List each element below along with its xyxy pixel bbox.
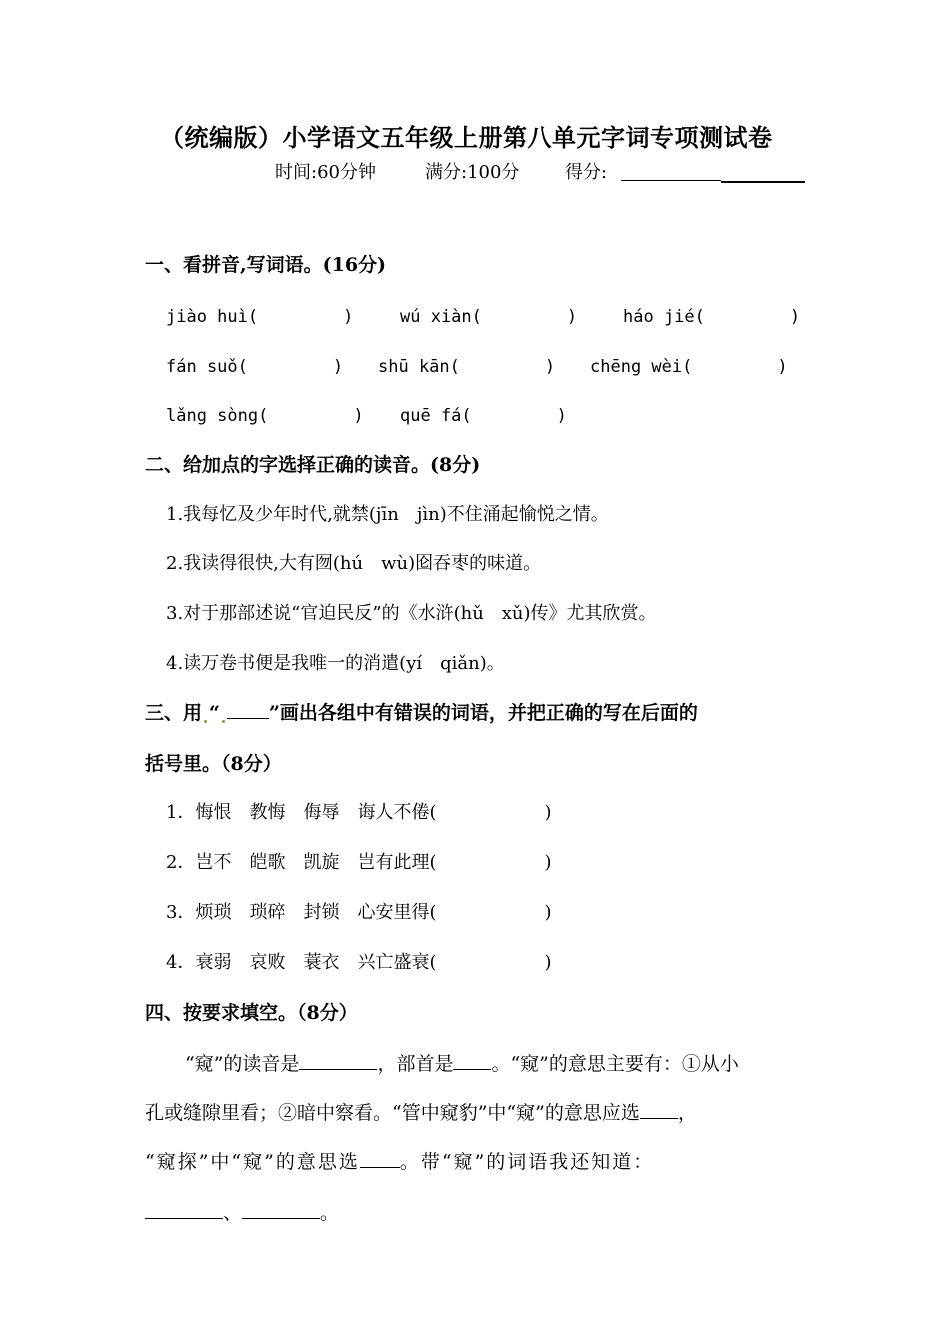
text-span: ， bbox=[677, 1102, 697, 1124]
underline-sample bbox=[227, 717, 269, 719]
score-blank-underline bbox=[721, 181, 805, 183]
pinyin-item: fán suǒ( ) bbox=[166, 357, 344, 377]
score-label: 得分: bbox=[565, 162, 608, 183]
text-span: 。 bbox=[320, 1202, 340, 1224]
answer-blank[interactable] bbox=[453, 1068, 491, 1070]
answer-blank[interactable] bbox=[640, 1117, 678, 1119]
question-item: 3.对于那部述说“官迫民反”的《水浒(hǔ xǔ)传》尤其欣赏。 bbox=[166, 603, 657, 624]
section-1-heading: 一、看拼音,写词语。(16分) bbox=[145, 254, 387, 276]
full-score-label: 满分:100分 bbox=[425, 162, 520, 183]
answer-blank[interactable] bbox=[242, 1217, 320, 1219]
text-span: 。带“窥”的词语我还知道： bbox=[399, 1151, 655, 1173]
section-3-heading-cont: 括号里。（8分） bbox=[145, 753, 282, 775]
text-span: 。“窥”的意思主要有：①从小 bbox=[491, 1053, 739, 1075]
answer-blank[interactable] bbox=[145, 1217, 223, 1219]
pinyin-item: lǎng sòng( ) bbox=[166, 406, 364, 426]
answer-blank[interactable] bbox=[360, 1166, 400, 1168]
fill-paragraph-line-1 bbox=[185, 1049, 739, 1076]
section-3-heading-start: 三、用 bbox=[145, 702, 203, 724]
word-group: 3．烦琐 琐碎 封锁 心安里得( ) bbox=[166, 902, 552, 923]
text-span: 、 bbox=[223, 1202, 243, 1224]
pinyin-item: quē fá( ) bbox=[400, 406, 567, 426]
pinyin-item: jiào huì( ) bbox=[166, 307, 354, 327]
pinyin-item: háo jié( ) bbox=[623, 307, 801, 327]
page-title: （统编版）小学语文五年级上册第八单元字词专项测试卷 bbox=[160, 123, 773, 152]
quote-open: “ bbox=[209, 702, 220, 724]
fill-paragraph-line-2 bbox=[145, 1098, 697, 1125]
word-group: 2．岂不 皑歌 凯旋 岂有此理( ) bbox=[166, 852, 552, 873]
answer-blank[interactable] bbox=[299, 1068, 377, 1070]
word-group: 4．衰弱 哀败 蓑衣 兴亡盛衰( ) bbox=[166, 952, 552, 973]
text-span: “窥探”中“窥”的意思选 bbox=[145, 1151, 360, 1173]
dot-mark bbox=[204, 720, 207, 723]
question-item: 2.我读得很快,大有囫(hú wù)囵吞枣的味道。 bbox=[166, 553, 542, 574]
pinyin-item: wú xiàn( ) bbox=[400, 307, 578, 327]
section-3-heading-rest: ”画出各组中有错误的词语，并把正确的写在后面的 bbox=[268, 702, 698, 724]
section-3-heading bbox=[145, 698, 698, 725]
text-span: ，部首是 bbox=[377, 1053, 454, 1075]
fill-paragraph-line-3 bbox=[145, 1147, 654, 1174]
score-blank[interactable] bbox=[621, 180, 721, 181]
time-label: 时间:60分钟 bbox=[275, 162, 376, 183]
question-item: 1.我每忆及少年时代,就禁(jīn jìn)不住涌起愉悦之情。 bbox=[166, 504, 609, 525]
pinyin-item: chēng wèi( ) bbox=[590, 357, 788, 377]
section-4-heading: 四、按要求填空。（8分） bbox=[145, 1002, 358, 1024]
pinyin-item: shū kān( ) bbox=[378, 357, 556, 377]
question-item: 4.读万卷书便是我唯一的消遣(yí qiǎn)。 bbox=[166, 653, 505, 674]
dot-mark bbox=[222, 720, 225, 723]
fill-paragraph-line-4 bbox=[145, 1198, 339, 1225]
section-2-heading: 二、给加点的字选择正确的读音。(8分) bbox=[145, 454, 481, 476]
text-span: “窥”的读音是 bbox=[185, 1053, 300, 1075]
word-group: 1．悔恨 教悔 侮辱 诲人不倦( ) bbox=[166, 802, 552, 823]
text-span: 孔或缝隙里看；②暗中察看。“管中窥豹”中“窥”的意思应选 bbox=[145, 1102, 640, 1124]
